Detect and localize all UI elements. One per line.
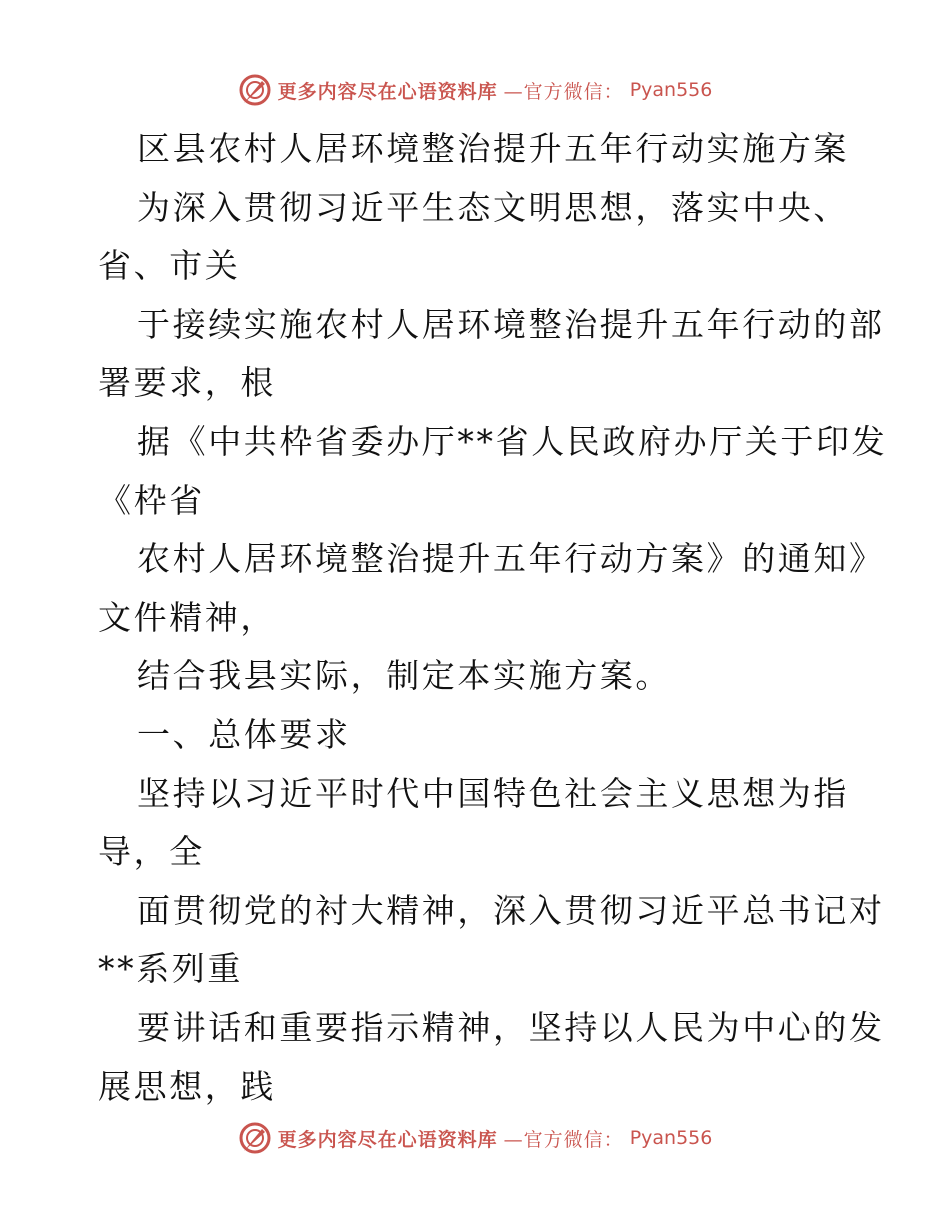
section-heading: 一、总体要求 xyxy=(137,714,351,754)
text-line: 据《中共枠省委办厅**省人民政府办厅关于印发 xyxy=(137,421,888,461)
quill-logo-icon xyxy=(238,73,272,107)
text-line: 署要求，根 xyxy=(98,363,276,403)
text-line: 省、市关 xyxy=(98,246,241,286)
text-line: 要讲话和重要指示精神，坚持以人民为中心的发 xyxy=(137,1007,885,1047)
watermark-main-text: 更多内容尽在心语资料库 xyxy=(277,80,498,103)
text-line: 农村人居环境整治提升五年行动方案》的通知》 xyxy=(137,539,885,579)
text-line: **系列重 xyxy=(98,949,243,989)
text-line: 结合我县实际，制定本实施方案。 xyxy=(137,656,671,696)
document-title: 区县农村人居环境整治提升五年行动实施方案 xyxy=(137,129,849,168)
watermark-wechat-id: Pyan556 xyxy=(629,1127,713,1149)
text-line: 导，全 xyxy=(98,832,205,872)
text-line: 为深入贯彻习近平生态文明思想，落实中央、 xyxy=(137,187,849,227)
watermark-wechat-id: Pyan556 xyxy=(629,79,713,101)
text-line: 坚持以习近平时代中国特色社会主义思想为指 xyxy=(137,773,849,813)
quill-logo-icon xyxy=(238,1121,272,1155)
text-line: 文件精神， xyxy=(98,597,276,637)
text-line: 面贯彻党的衬大精神，深入贯彻习近平总书记对 xyxy=(137,890,885,930)
footer-watermark xyxy=(0,1118,950,1158)
watermark-main-text: 更多内容尽在心语资料库 xyxy=(277,1128,498,1151)
header-watermark xyxy=(0,70,950,110)
document-body xyxy=(98,120,888,1116)
watermark-sub-text: —官方微信： xyxy=(503,1128,624,1151)
text-line: 展思想，践 xyxy=(98,1066,276,1106)
watermark-sub-text: —官方微信： xyxy=(503,80,624,103)
text-line: 《枠省 xyxy=(98,480,205,520)
text-line: 于接续实施农村人居环境整治提升五年行动的部 xyxy=(137,304,885,344)
